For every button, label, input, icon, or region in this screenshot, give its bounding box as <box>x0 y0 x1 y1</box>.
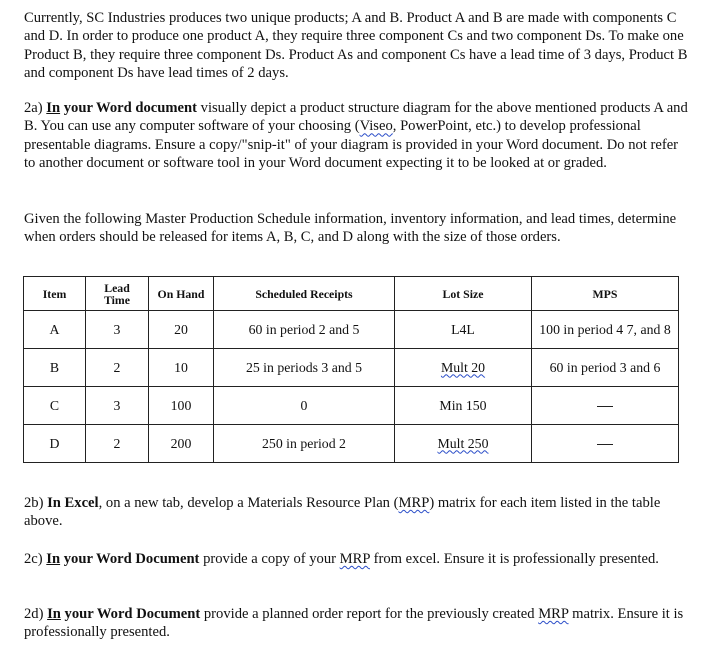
cell-scheduled-receipts: 0 <box>214 387 395 425</box>
cell-item: D <box>24 425 86 463</box>
mrp-term: MRP <box>538 606 569 622</box>
cell-mps-empty <box>532 387 679 425</box>
cell-scheduled-receipts: 25 in periods 3 and 5 <box>214 349 395 387</box>
cell-lot-size: Min 150 <box>395 387 532 425</box>
schedule-table <box>23 276 679 463</box>
dash-mark <box>597 444 613 445</box>
question-2c-text-2: from excel. Ensure it is professionally presented. <box>369 551 659 567</box>
question-2b-bold: In Excel <box>47 495 99 511</box>
question-2a-text-1: visually depict a product structure diagram for the above mentioned products A and B. You can use any computer software of your choosing ( <box>24 100 688 135</box>
header-mps: MPS <box>532 277 679 311</box>
given-paragraph: Given the following Master Production Schedule information, inventory information, and lead times, determine when orders should be released for items A, B, C, and D along with the size of those orders. <box>24 211 677 246</box>
cell-lot-size: Mult 250 <box>395 425 532 463</box>
dash-mark <box>597 406 613 407</box>
cell-item: C <box>24 387 86 425</box>
header-scheduled-receipts: Scheduled Receipts <box>214 277 395 311</box>
cell-item: B <box>24 349 86 387</box>
question-2d-text-1: provide a planned order report for the previously created <box>200 606 539 622</box>
cell-on-hand: 100 <box>149 387 214 425</box>
cell-scheduled-receipts: 250 in period 2 <box>214 425 395 463</box>
mrp-term: MRP <box>398 495 430 511</box>
question-2b-text-2: ) matrix for each item listed in the table above. <box>24 495 661 530</box>
visio-misspelling: Viseo <box>359 118 393 135</box>
question-2c-label: 2c) <box>24 551 47 567</box>
question-2c-text-1: provide a copy of your <box>199 551 340 567</box>
question-2a <box>24 99 692 173</box>
cell-item: A <box>24 311 86 349</box>
question-2c <box>24 550 692 568</box>
cell-mps-empty <box>532 425 679 463</box>
question-2b <box>24 494 692 531</box>
table-row <box>24 349 679 387</box>
cell-lot-size: L4L <box>395 311 532 349</box>
header-on-hand: On Hand <box>149 277 214 311</box>
cell-on-hand: 20 <box>149 311 214 349</box>
question-2b-label: 2b) <box>24 495 48 511</box>
table-row <box>24 425 679 463</box>
cell-lead-time: 3 <box>86 387 149 425</box>
cell-lead-time: 3 <box>86 311 149 349</box>
header-lot-size: Lot Size <box>395 277 532 311</box>
cell-mps: 100 in period 4 7, and 8 <box>532 311 679 349</box>
cell-lead-time: 2 <box>86 425 149 463</box>
question-2a-bold-lead: In your Word document <box>46 100 197 116</box>
table-row <box>24 387 679 425</box>
header-lead-time: Lead Time <box>86 277 149 311</box>
question-2c-bold-lead: In your Word Document <box>46 551 200 567</box>
cell-lot-size: Mult 20 <box>395 349 532 387</box>
question-2d-label: 2d) <box>24 606 48 622</box>
cell-lead-time: 2 <box>86 349 149 387</box>
question-2d-bold-lead: In your Word Document <box>47 606 201 622</box>
cell-mps: 60 in period 3 and 6 <box>532 349 679 387</box>
cell-scheduled-receipts: 60 in period 2 and 5 <box>214 311 395 349</box>
question-2d <box>24 605 692 642</box>
question-2a-label: 2a) <box>24 100 47 116</box>
mrp-term: MRP <box>339 551 370 567</box>
table-row <box>24 311 679 349</box>
header-item: Item <box>24 277 86 311</box>
cell-on-hand: 10 <box>149 349 214 387</box>
question-2d-text-2: matrix. Ensure it is professionally presented. <box>24 606 684 641</box>
intro-paragraph: Currently, SC Industries produces two unique products; A and B. Product A and B are made with components C and D. In order to produce one product A, they require three component Cs and two component Ds. To make one Product B, they require three component Ds. Product As and component Cs have a lead time of 3 days, Product B and component Ds have lead times of 2 days. <box>24 10 688 82</box>
cell-on-hand: 200 <box>149 425 214 463</box>
table-header-row <box>24 277 679 311</box>
question-2b-text-1: , on a new tab, develop a Materials Resource Plan ( <box>98 495 399 511</box>
question-2a-text-2: , PowerPoint, etc.) to develop professional presentable diagrams. Ensure a copy/"snip-it" of your diagram is provided in your Word document. Do not refer to another document or software tool in your Word document expecting it to be looked at or graded. <box>24 118 679 172</box>
